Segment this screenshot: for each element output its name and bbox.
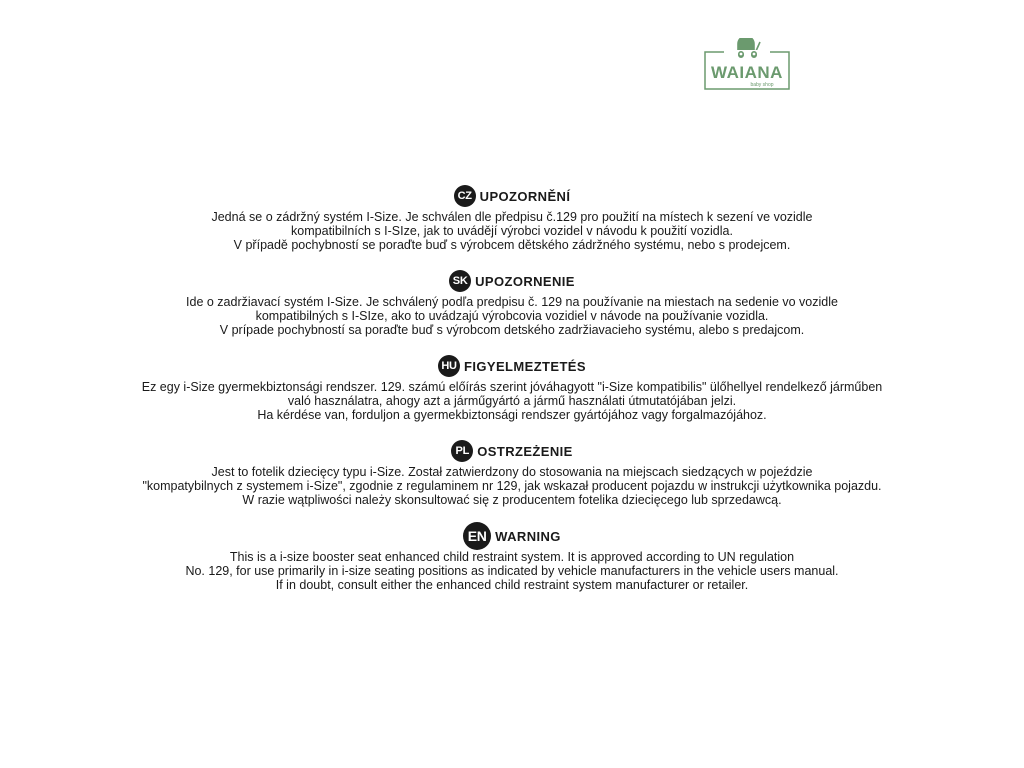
- logo-tagline: baby shop: [750, 82, 774, 88]
- language-badge: HU: [438, 355, 460, 377]
- warning-block-sk: [40, 269, 984, 337]
- warning-text-line: Jest to fotelik dziecięcy typu i-Size. Został zatwierdzony do stosowania na miejscach siedzących w pojeździe: [211, 465, 813, 479]
- warning-text-line: Ez egy i-Size gyermekbiztonsági rendszer. 129. számú előírás szerint jóváhagyott "i-Size kompatibilis" ülőhellyel rendelkező járműben: [141, 380, 883, 394]
- warning-title: UPOZORNENIE: [475, 273, 575, 289]
- language-badge: CZ: [454, 185, 476, 207]
- warning-title: UPOZORNĚNÍ: [479, 188, 571, 204]
- warning-text-line: V případě pochybností se poraďte buď s výrobcem dětského zádržného systému, nebo s prodejcem.: [233, 238, 791, 252]
- waiana-logo: [704, 38, 790, 92]
- warning-text-line: kompatibilních s I-SIze, jak to uvádějí výrobci vozidel v návodu k použití vozidla.: [291, 224, 733, 238]
- warning-text-line: való használatra, ahogy azt a járműgyártó a jármű használati útmutatójában jelzi.: [287, 394, 737, 408]
- language-badge: EN: [463, 522, 491, 550]
- warning-text-line: "kompatybilnych z systemem i-Size", zgodnie z regulaminem nr 129, jak wskazał producent pojazdu w instrukcji użytkownika pojazdu.: [142, 479, 882, 493]
- warning-text-line: kompatibilných s I-SIze, ako to uvádzajú výrobcovia vozidiel v návode na používanie vozidla.: [255, 309, 769, 323]
- logo-brand: WAIANA: [711, 63, 783, 82]
- language-badge: SK: [449, 270, 471, 292]
- language-badge: PL: [451, 440, 473, 462]
- warning-block-cz: [40, 184, 984, 252]
- warning-text-line: Ide o zadržiavací systém I-Size. Je schválený podľa predpisu č. 129 na používanie na miestach na sedenie vo vozidle: [186, 295, 838, 309]
- warning-title: OSTRZEŻENIE: [477, 443, 573, 459]
- warning-heading: [40, 354, 984, 378]
- warning-title: WARNING: [495, 528, 561, 544]
- warning-heading: [40, 439, 984, 463]
- warning-heading: [40, 524, 984, 548]
- warning-text-line: Jedná se o zádržný systém I-Size. Je schválen dle předpisu č.129 pro použití na místech k sezení ve vozidle: [211, 210, 813, 224]
- warning-block-pl: [40, 439, 984, 507]
- warning-block-hu: [40, 354, 984, 422]
- warning-text-line: No. 129, for use primarily in i-size seating positions as indicated by vehicle manufacturers in the vehicle users manual.: [185, 564, 839, 578]
- logo-graphic: [704, 38, 790, 92]
- warning-text-line: This is a i-size booster seat enhanced child restraint system. It is approved according to UN regulation: [229, 550, 795, 564]
- warning-block-en: [40, 524, 984, 592]
- warning-text-line: If in doubt, consult either the enhanced child restraint system manufacturer or retailer.: [275, 578, 749, 592]
- warning-title: FIGYELMEZTETÉS: [464, 358, 586, 374]
- warning-list: [40, 184, 984, 592]
- warning-text-line: Ha kérdése van, forduljon a gyermekbiztonsági rendszer gyártójához vagy forgalmazójához.: [257, 408, 767, 422]
- warning-text-line: V prípade pochybností sa poraďte buď s výrobcom detského zadržiavacieho systému, alebo s predajcom.: [219, 323, 805, 337]
- warning-heading: [40, 184, 984, 208]
- warning-heading: [40, 269, 984, 293]
- warning-text-line: W razie wątpliwości należy skonsultować się z producentem fotelika dziecięcego lub sprzedawcą.: [242, 493, 782, 507]
